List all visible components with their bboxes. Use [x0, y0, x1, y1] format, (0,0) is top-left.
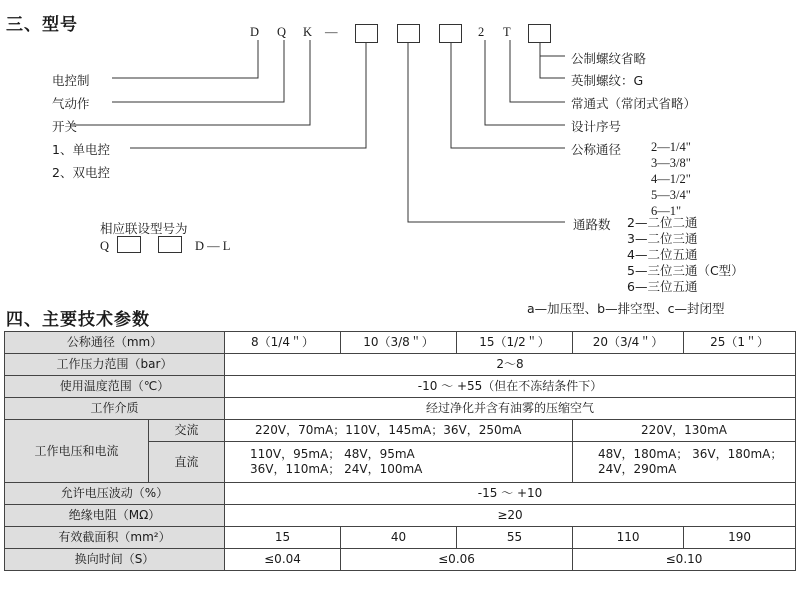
- label-double-control: 2、双电控: [52, 165, 110, 180]
- table-cell: 190: [684, 527, 796, 549]
- code-letter-q: Q: [277, 25, 287, 39]
- pressure-type-legend: a—加压型、b—排空型、c—封闭型: [527, 301, 725, 316]
- table-cell: 20（3/4＂）: [573, 332, 684, 354]
- linked-box-2: [158, 236, 182, 253]
- dn-option: 5—3/4": [651, 188, 691, 202]
- table-cell: 经过净化并含有油雾的压缩空气: [225, 398, 796, 420]
- cell-line: 110V，95mA； 48V，95mA: [250, 447, 415, 461]
- leader-d: [112, 40, 258, 78]
- label-paths: 通路数: [573, 217, 611, 232]
- leader-thread: [540, 56, 565, 78]
- row-sublabel: 交流: [149, 420, 225, 442]
- label-imperial-thread: 英制螺纹：G: [571, 73, 644, 88]
- table-row: [5, 527, 796, 549]
- table-cell: [225, 442, 573, 483]
- table-cell: [573, 442, 796, 483]
- code-dash: —: [325, 25, 338, 39]
- row-label: 工作电压和电流: [5, 420, 149, 483]
- section-title-model: 三、型号: [6, 15, 78, 35]
- row-label: 换向时间（S）: [5, 549, 225, 571]
- path-option: 6—三位五通: [627, 279, 698, 294]
- row-label: 工作压力范围（bar）: [5, 354, 225, 376]
- path-option: 5—三位三通（C型）: [627, 263, 744, 278]
- code-seq-number: 2: [478, 25, 485, 39]
- table-row: [5, 354, 796, 376]
- table-row: [5, 483, 796, 505]
- code-letter-d: D: [250, 25, 260, 39]
- section-title-specs: 四、主要技术参数: [6, 310, 150, 330]
- table-cell: 10（3/8＂）: [341, 332, 457, 354]
- label-pneumatic-action: 气动作: [52, 96, 90, 111]
- table-cell: -15 ～ +10: [225, 483, 796, 505]
- leader-seq: [485, 40, 565, 125]
- table-cell: ≤0.04: [225, 549, 341, 571]
- linked-box-1: [117, 236, 141, 253]
- label-normally-open: 常通式（常闭式省略）: [571, 96, 697, 111]
- dn-option: 6—1": [651, 204, 682, 218]
- leader-type: [510, 40, 565, 102]
- cell-line: 36V，110mA； 24V，100mA: [250, 462, 423, 476]
- table-cell: ≤0.06: [341, 549, 573, 571]
- table-row: [5, 505, 796, 527]
- row-label: 允许电压波动（%）: [5, 483, 225, 505]
- table-row: [5, 332, 796, 354]
- table-cell: 110: [573, 527, 684, 549]
- table-cell: ≥20: [225, 505, 796, 527]
- table-cell: 15（1/2＂）: [457, 332, 573, 354]
- cell-line: 48V，180mA； 36V，180mA；: [598, 447, 783, 461]
- dn-option: 2—1/4": [651, 140, 691, 154]
- code-letter-k: K: [303, 25, 313, 39]
- row-label: 绝缘电阻（MΩ）: [5, 505, 225, 527]
- row-label: 公称通径（mm）: [5, 332, 225, 354]
- leader-k-type: [130, 42, 366, 148]
- table-cell: 2～8: [225, 354, 796, 376]
- dn-option: 4—1/2": [651, 172, 691, 186]
- table-cell: 220V，130mA: [573, 420, 796, 442]
- row-label: 工作介质: [5, 398, 225, 420]
- row-sublabel: 直流: [149, 442, 225, 483]
- linked-model-label: 相应联设型号为: [100, 221, 188, 236]
- leader-omit: [540, 42, 565, 56]
- table-cell: 220V，70mA；110V，145mA；36V，250mA: [225, 420, 573, 442]
- table-cell: 15: [225, 527, 341, 549]
- table-row: [5, 549, 796, 571]
- code-letter-t: T: [503, 25, 511, 39]
- table-cell: -10 ～ +55（但在不冻结条件下）: [225, 376, 796, 398]
- leader-dn: [451, 42, 565, 148]
- path-option: 4—二位五通: [627, 247, 698, 262]
- table-row: [5, 398, 796, 420]
- leader-paths: [408, 42, 565, 222]
- table-cell: 8（1/4＂）: [225, 332, 341, 354]
- label-switch: 开关: [52, 119, 78, 134]
- leader-k: [70, 40, 310, 125]
- spec-table: [4, 331, 796, 571]
- label-design-seq: 设计序号: [571, 119, 622, 134]
- linked-code-q: Q: [100, 239, 110, 253]
- table-row: [5, 420, 796, 442]
- dn-option: 3—3/8": [651, 156, 691, 170]
- table-cell: 25（1＂）: [684, 332, 796, 354]
- row-label: 使用温度范围（℃）: [5, 376, 225, 398]
- label-metric-omit: 公制螺纹省略: [571, 51, 647, 66]
- path-option: 3—二位三通: [627, 231, 698, 246]
- dn-option-list: [651, 139, 691, 219]
- cell-line: 24V，290mA: [598, 462, 677, 476]
- table-row: [5, 376, 796, 398]
- row-label: 有效截面积（mm²）: [5, 527, 225, 549]
- table-cell: 55: [457, 527, 573, 549]
- linked-code-suffix: D — L: [195, 239, 231, 253]
- label-electric-control: 电控制: [52, 73, 90, 88]
- table-cell: 40: [341, 527, 457, 549]
- label-single-control: 1、单电控: [52, 142, 110, 157]
- label-nominal-dn: 公称通径: [571, 142, 622, 157]
- path-option-list: [627, 215, 744, 295]
- table-cell: ≤0.10: [573, 549, 796, 571]
- path-option: 2—二位二通: [627, 215, 698, 230]
